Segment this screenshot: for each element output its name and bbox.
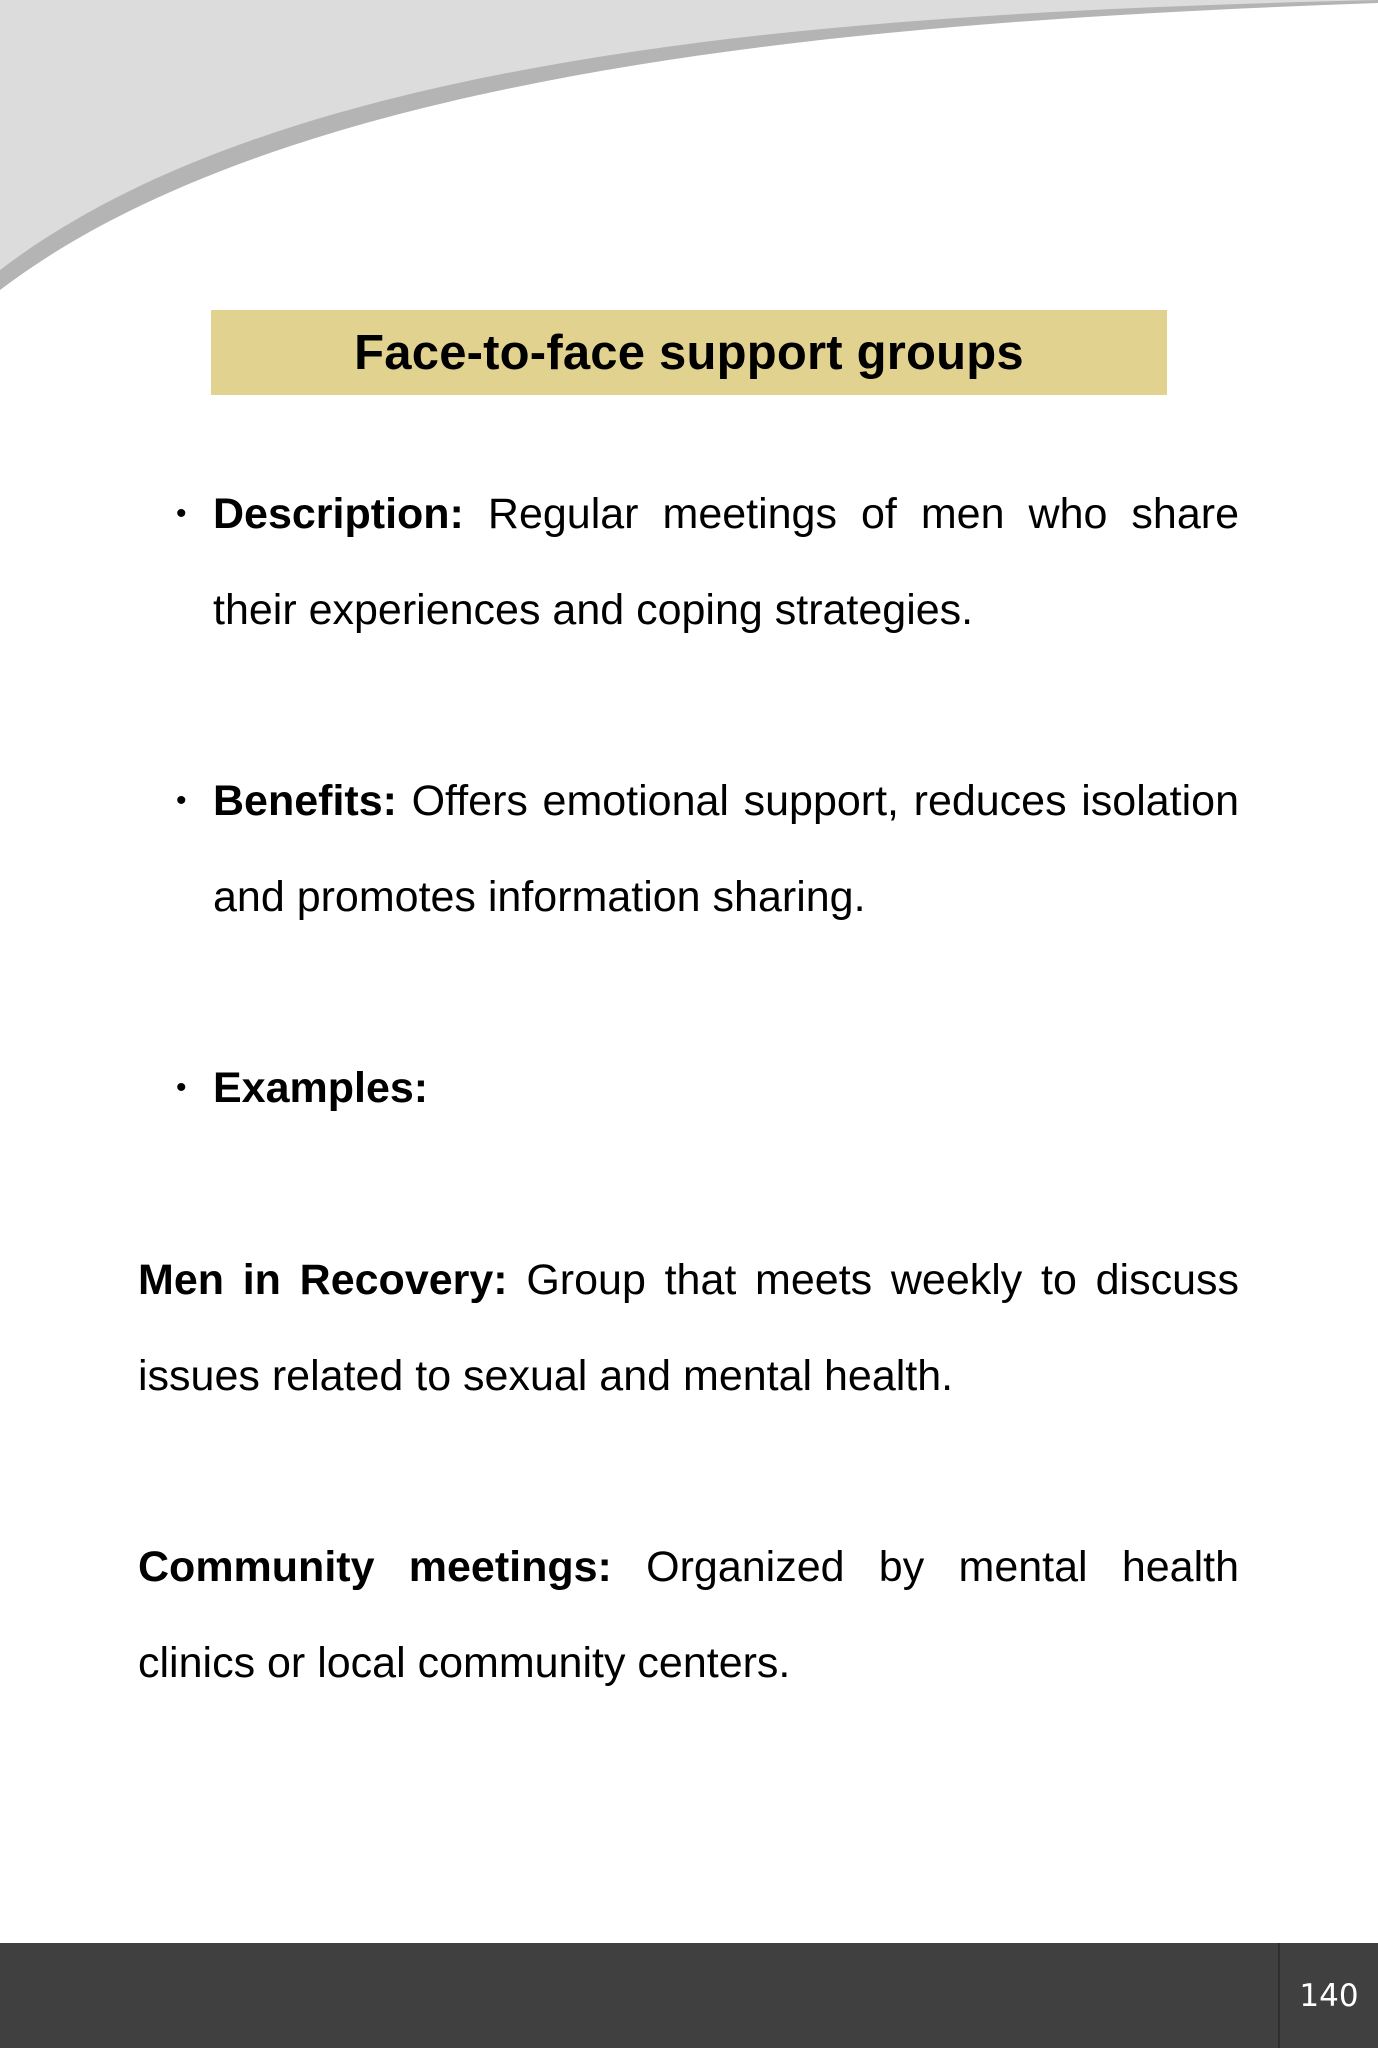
example-term: Men in Recovery: xyxy=(138,1256,508,1304)
page-number-box xyxy=(1278,1943,1378,2048)
example-text: Organized by mental health clinics or local community centers. xyxy=(138,1543,1239,1687)
example-text: Group that meets weekly to discuss issues related to sexual and mental health. xyxy=(138,1256,1239,1400)
bullet-term: Benefits: xyxy=(213,777,397,825)
corner-swoosh-decoration xyxy=(0,0,1378,300)
bullet-item-examples xyxy=(176,1040,1239,1136)
bullet-term: Description: xyxy=(213,490,464,538)
bullet-item-description xyxy=(176,466,1239,658)
bullet-term: Examples: xyxy=(213,1064,429,1112)
footer-bar xyxy=(0,1943,1378,2048)
bullet-dot: • xyxy=(176,784,187,817)
bullet-dot: • xyxy=(176,1071,187,1104)
example-men-in-recovery xyxy=(138,1232,1239,1424)
example-community-meetings xyxy=(138,1519,1239,1711)
page-number: 140 xyxy=(1299,1977,1359,2014)
bullet-dot: • xyxy=(176,497,187,530)
bullet-text: Regular meetings of men who share their experiences and coping strategies. xyxy=(213,490,1239,634)
bullet-text: Offers emotional support, reduces isolation and promotes information sharing. xyxy=(213,777,1239,921)
example-term: Community meetings: xyxy=(138,1543,612,1591)
corner-swoosh-fill xyxy=(0,0,1378,270)
section-title-band xyxy=(211,310,1167,395)
bullet-item-benefits xyxy=(176,753,1239,945)
section-title: Face-to-face support groups xyxy=(354,325,1024,380)
